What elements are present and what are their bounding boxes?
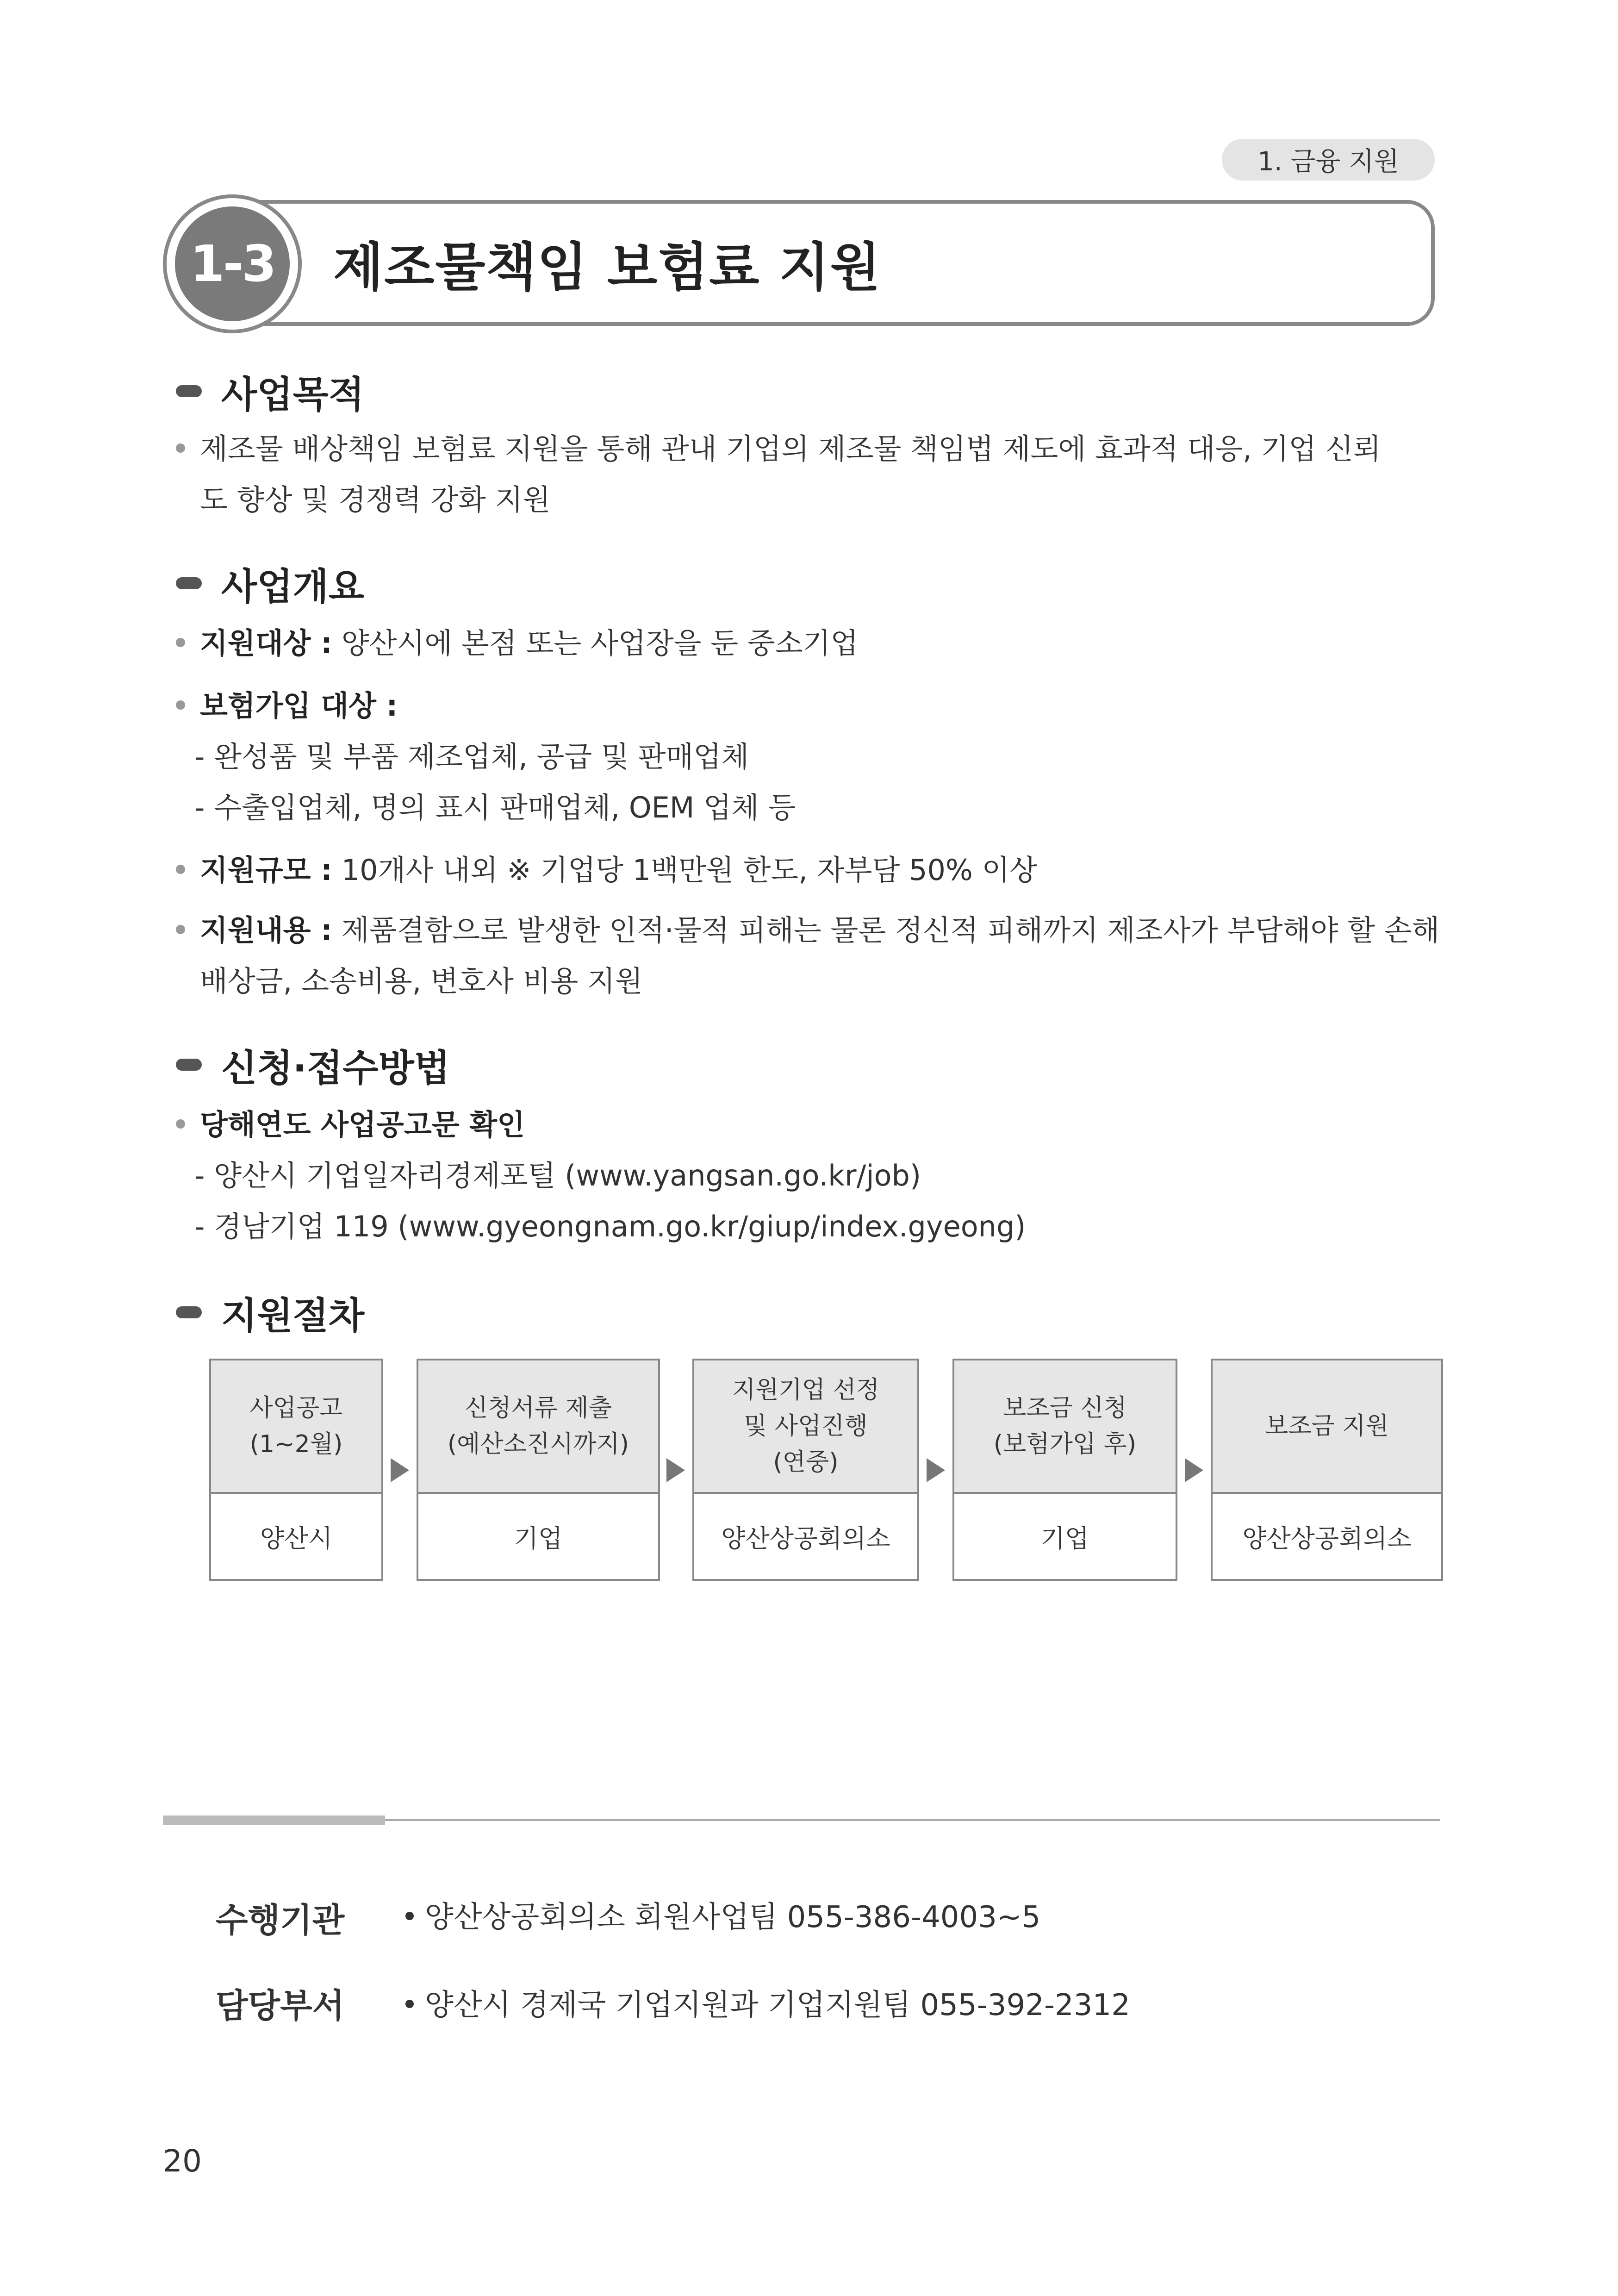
bullet-icon <box>405 1912 414 1920</box>
bullet-icon <box>176 865 185 874</box>
section-heading-text: 지원절차 <box>221 1294 365 1337</box>
section-heading-procedure <box>176 1287 364 1338</box>
section-heading-text: 신청·접수방법 <box>221 1046 450 1090</box>
bullet-icon <box>405 2000 414 2008</box>
flow-step-4 <box>952 1359 1177 1581</box>
section-marker-icon <box>176 577 202 589</box>
purpose-line-2: 도 향상 및 경쟁력 강화 지원 <box>200 483 551 517</box>
flow-step-3 <box>692 1359 919 1581</box>
bullet-icon <box>176 443 185 453</box>
section-heading-text: 사업목적 <box>221 373 365 416</box>
overview-insurance: 보험가입 대상 : <box>176 683 398 729</box>
footer-dept-label: 담당부서 <box>216 1986 345 2025</box>
category-pill <box>1222 139 1435 181</box>
application-item: 당해연도 사업공고문 확인 <box>176 1102 525 1148</box>
purpose-line-1: 제조물 배상책임 보험료 지원을 통해 관내 기업의 제조물 책임법 제도에 효과적 대응, 기업 신뢰 <box>176 426 1381 472</box>
footer-org-value: 양산상공회의소 회원사업팀 055-386-4003~5 <box>405 1893 1040 1936</box>
insurance-item-2: - 수출입업체, 명의 표시 판매업체, OEM 업체 등 <box>194 791 796 824</box>
flow-step-5 <box>1211 1359 1443 1581</box>
flow-step-title: 사업공고 (1~2월) <box>211 1360 381 1494</box>
flow-step-agency: 양산상공회의소 <box>1242 1523 1412 1553</box>
section-marker-icon <box>176 1059 202 1071</box>
flow-step-agency: 기업 <box>1040 1523 1089 1553</box>
section-heading-application <box>176 1039 450 1090</box>
overview-scale: 지원규모 : 10개사 내외 ※ 기업당 1백만원 한도, 자부담 50% 이상 <box>176 847 1037 893</box>
arrow-right-icon <box>666 1458 685 1482</box>
footer-dept-value: 양산시 경제국 기업지원과 기업지원팀 055-392-2312 <box>405 1981 1130 2024</box>
category-label: 1. 금융 지원 <box>1257 147 1399 177</box>
application-link-1: - 양산시 기업일자리경제포털 (www.yangsan.go.kr/job) <box>194 1159 921 1192</box>
overview-target: 지원대상 : 양산시에 본점 또는 사업장을 둔 중소기업 <box>176 620 858 667</box>
flow-step-title: 보조금 신청 (보험가입 후) <box>954 1360 1176 1494</box>
flow-step-1 <box>209 1359 383 1581</box>
footer-org-label: 수행기관 <box>216 1901 345 1940</box>
bullet-icon <box>176 1119 185 1129</box>
page-number: 20 <box>163 2143 202 2179</box>
section-heading-overview <box>176 558 364 609</box>
section-marker-icon <box>176 1306 202 1318</box>
footer-divider-accent <box>163 1816 385 1825</box>
title-number-badge: 1-3 <box>175 206 290 321</box>
flow-step-title: 지원기업 선정 및 사업진행 (연중) <box>694 1360 917 1494</box>
insurance-item-1: - 완성품 및 부품 제조업체, 공급 및 판매업체 <box>194 740 749 774</box>
flow-step-2 <box>417 1359 660 1581</box>
section-heading-purpose <box>176 366 364 417</box>
bullet-icon <box>176 925 185 934</box>
arrow-right-icon <box>1185 1458 1203 1482</box>
flow-step-agency: 양산상공회의소 <box>721 1523 890 1553</box>
overview-content: 지원내용 : 제품결함으로 발생한 인적·물적 피해는 물론 정신적 피해까지 제조사가 부담해야 할 손해 <box>176 907 1440 954</box>
section-marker-icon <box>176 385 202 397</box>
arrow-right-icon <box>391 1458 409 1482</box>
page-title: 제조물책임 보험료 지원 <box>333 237 881 298</box>
section-heading-text: 사업개요 <box>221 565 365 608</box>
flow-step-agency: 양산시 <box>260 1523 333 1553</box>
flow-step-agency: 기업 <box>514 1523 563 1553</box>
flow-step-title: 신청서류 제출 (예산소진시까지) <box>418 1360 658 1494</box>
application-link-2: - 경남기업 119 (www.gyeongnam.go.kr/giup/index.gyeong) <box>194 1210 1026 1243</box>
bullet-icon <box>176 700 185 710</box>
flow-step-title: 보조금 지원 <box>1213 1360 1441 1494</box>
bullet-icon <box>176 638 185 647</box>
arrow-right-icon <box>927 1458 945 1482</box>
overview-content-2: 배상금, 소송비용, 변호사 비용 지원 <box>200 964 643 998</box>
